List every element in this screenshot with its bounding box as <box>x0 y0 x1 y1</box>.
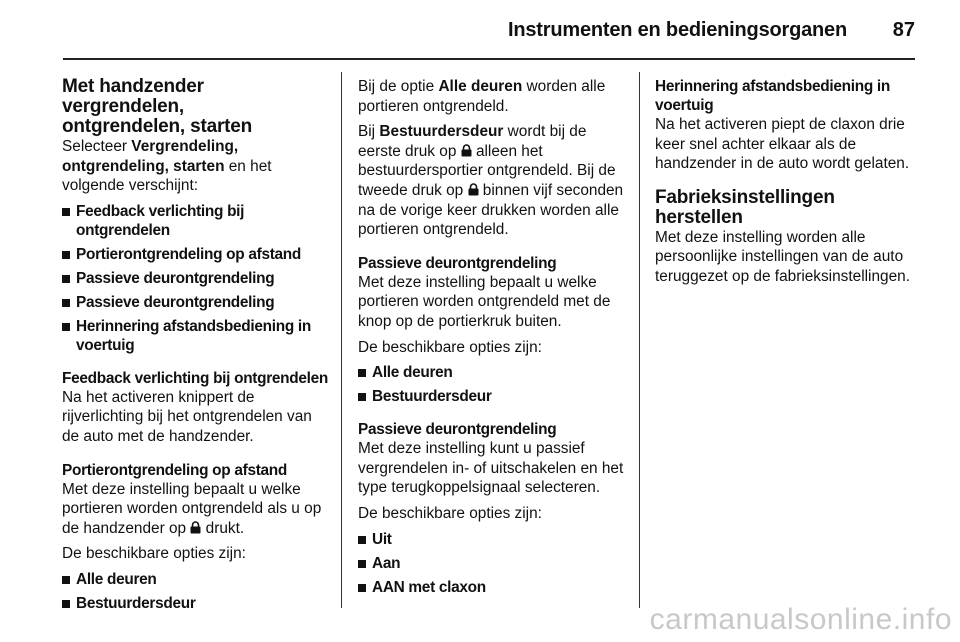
list-item-label: Bestuurdersdeur <box>372 388 492 406</box>
p2-bold: Bestuurdersdeur <box>379 123 504 141</box>
list-item-label: Herinnering afstandsbediening in voertuig <box>76 317 311 354</box>
square-bullet-icon <box>358 393 366 401</box>
square-bullet-icon <box>358 584 366 592</box>
available-options-label: De beschikbare opties zijn: <box>358 504 542 522</box>
column-divider-1 <box>341 72 342 608</box>
factory-reset-paragraph: Met deze instelling worden alle persoonlijke instellingen van de auto teruggezet op de fabrieksinstellingen. <box>655 228 910 285</box>
available-options-label: De beschikbare opties zijn: <box>62 545 246 563</box>
subheading-passive-1: Passieve deurontgrendeling <box>358 254 557 272</box>
list-item-label: Aan <box>372 554 401 572</box>
list-item-label: Alle deuren <box>76 570 157 588</box>
square-bullet-icon <box>62 600 70 608</box>
page-header <box>0 0 960 62</box>
p2-end: binnen vijf seconden na de vorige keer drukken worden alle portieren ontgrendeld. <box>358 181 624 239</box>
lock-icon <box>468 183 479 196</box>
square-bullet-icon <box>62 576 70 584</box>
square-bullet-icon <box>358 369 366 377</box>
list-item <box>62 594 330 613</box>
column-1 <box>62 77 330 619</box>
square-bullet-icon <box>358 536 366 544</box>
list-item <box>62 293 330 312</box>
list-item <box>358 578 628 597</box>
p2-mid1: wordt bij de eerste druk op <box>358 123 587 160</box>
section-heading-factory-reset: Fabrieksinstellingen herstellen <box>655 186 835 228</box>
page-header-title: Instrumenten en bedieningsorganen <box>508 19 847 41</box>
square-bullet-icon <box>62 275 70 283</box>
passive-2-paragraph: Met deze instelling kunt u passief vergrendelen in- of uitschakelen en het type terugkoppelsignaal selecteren. <box>358 440 624 497</box>
subheading-reminder: Herinnering afstandsbediening in voertuig <box>655 78 890 114</box>
square-bullet-icon <box>358 560 366 568</box>
passive-1-paragraph: Met deze instelling bepaalt u welke portieren worden ontgrendeld met de knop op de portierkruk buiten. <box>358 273 611 330</box>
header-rule <box>63 58 915 60</box>
all-doors-paragraph <box>358 77 628 116</box>
reminder-paragraph: Na het activeren piept de claxon drie keer snel achter elkaar als de handzender in de auto wordt gelaten. <box>655 116 910 173</box>
passive-2-options-list <box>358 530 628 597</box>
list-item-label: Passieve deurontgrendeling <box>76 293 275 311</box>
p2-mid2: alleen het bestuurdersportier ontgrendeld. Bij de tweede druk op <box>358 142 616 199</box>
square-bullet-icon <box>62 299 70 307</box>
list-item-label: Uit <box>372 530 392 548</box>
list-item <box>62 245 330 264</box>
remote-options-list <box>62 570 330 613</box>
page-number: 87 <box>892 19 915 41</box>
remote-unlock-paragraph <box>62 480 330 539</box>
subheading-remote-unlock: Portierontgrendeling op afstand <box>62 461 287 479</box>
intro-post: en het volgende verschijnt: <box>62 157 272 195</box>
feedback-paragraph: Na het activeren knippert de rijverlichting bij het ontgrendelen van de auto met de handzender. <box>62 388 312 445</box>
list-item-label: Bestuurdersdeur <box>76 594 196 612</box>
list-item-label: Passieve deurontgrendeling <box>76 269 275 287</box>
square-bullet-icon <box>62 208 70 216</box>
lock-icon <box>461 144 472 157</box>
column-2 <box>358 77 628 603</box>
remote-unlock-text-post: drukt. <box>201 519 245 537</box>
list-item-label: AAN met claxon <box>372 578 486 596</box>
column-divider-2 <box>639 72 640 608</box>
subheading-passive-2: Passieve deurontgrendeling <box>358 421 557 439</box>
square-bullet-icon <box>62 251 70 259</box>
list-item <box>62 269 330 288</box>
passive-1-options-list <box>358 363 628 406</box>
intro-paragraph <box>62 137 330 196</box>
list-item <box>358 554 628 573</box>
list-item <box>358 530 628 549</box>
driver-door-paragraph <box>358 122 628 240</box>
list-item <box>62 202 330 240</box>
section-heading-line-1: Met handzender vergrendelen, <box>62 76 204 117</box>
p1-post: worden alle portieren ontgrendeld. <box>358 78 606 115</box>
p1-bold: Alle deuren <box>438 78 523 95</box>
available-options-label: De beschikbare opties zijn: <box>358 338 542 356</box>
column-3 <box>655 77 923 293</box>
lock-icon <box>190 521 201 534</box>
section-heading-remote-lock <box>62 77 330 137</box>
list-item <box>62 317 330 355</box>
list-item <box>358 387 628 406</box>
intro-bold: Vergrendeling, ontgrendeling, starten <box>62 138 239 175</box>
intro-pre: Selecteer <box>62 138 132 155</box>
watermark: carmanualsonline.info <box>649 603 952 636</box>
list-item-label: Portierontgrendeling op afstand <box>76 245 301 263</box>
list-item-label: Feedback verlichting bij ontgrendelen <box>76 202 245 239</box>
p2-pre: Bij <box>358 123 380 141</box>
list-item-label: Alle deuren <box>372 364 453 382</box>
menu-options-list <box>62 202 330 355</box>
section-heading-line-2: ontgrendelen, starten <box>62 116 253 137</box>
list-item <box>358 363 628 382</box>
p1-pre: Bij de optie <box>358 78 439 95</box>
list-item <box>62 570 330 589</box>
square-bullet-icon <box>62 323 70 331</box>
remote-unlock-text-pre: Met deze instelling bepaalt u welke portieren worden ontgrendeld als u op de handzender op <box>62 480 322 537</box>
subheading-feedback: Feedback verlichting bij ontgrendelen <box>62 369 328 387</box>
